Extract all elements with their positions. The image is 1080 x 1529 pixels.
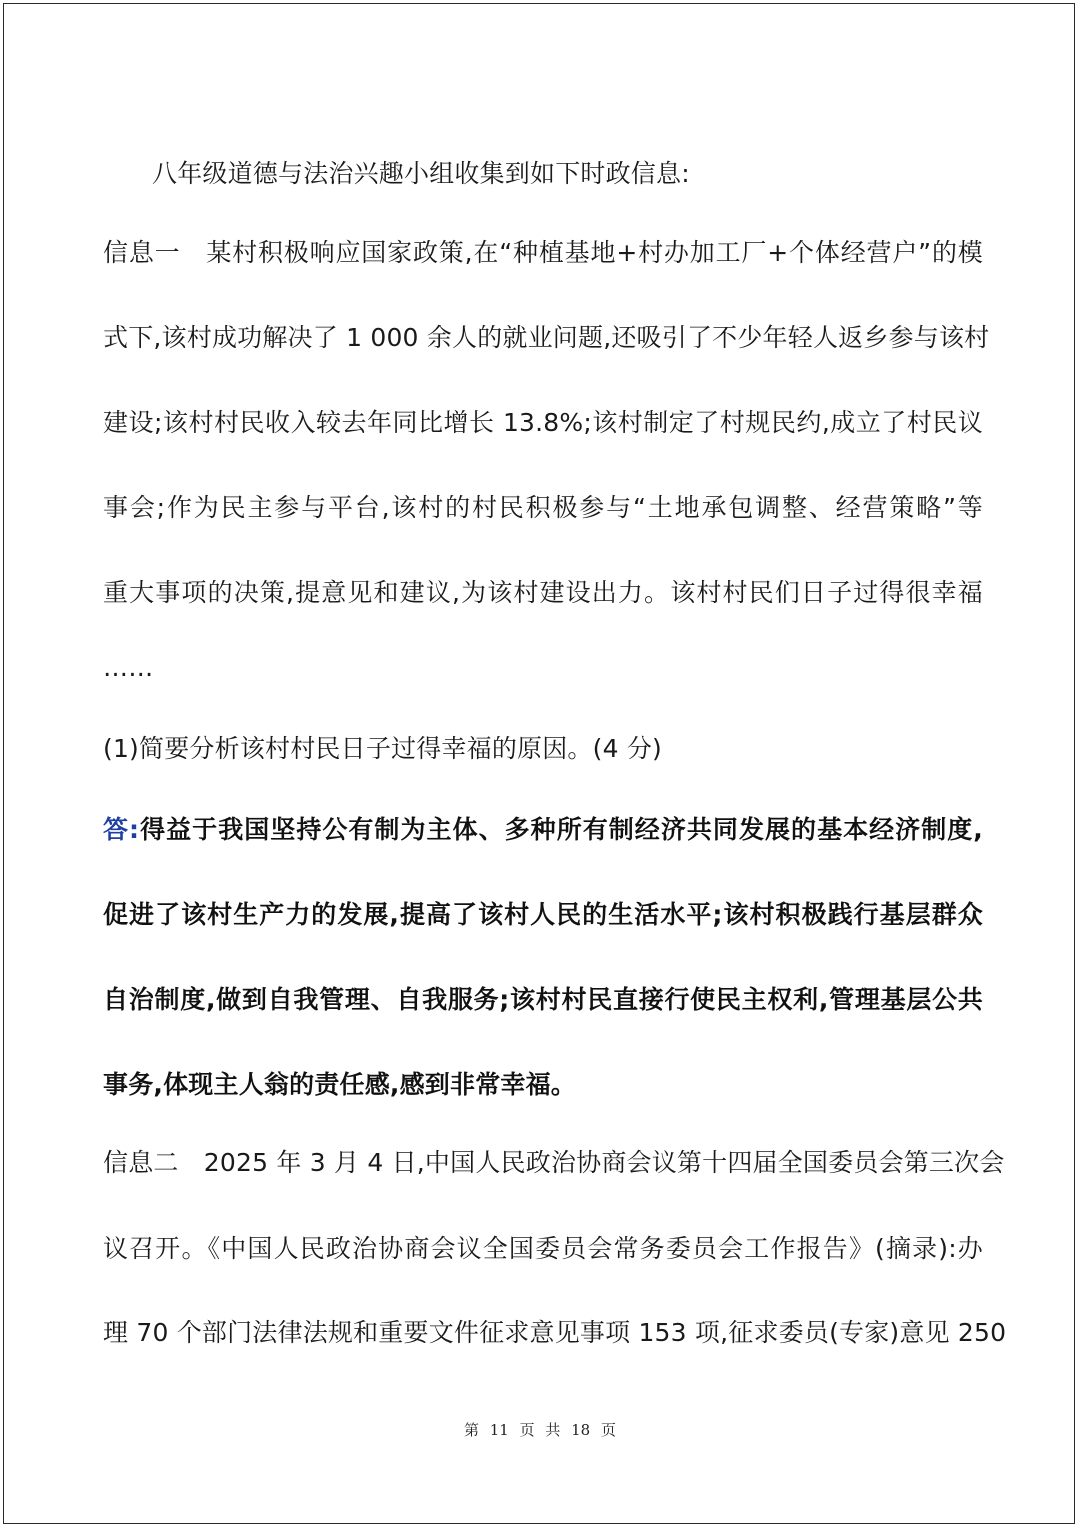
answer-line-1 xyxy=(103,813,983,847)
info1-line-4: 事会;作为民主参与平台,该村的村民积极参与“土地承包调整、经营策略”等 xyxy=(103,493,983,522)
answer-line-1-text: 得益于我国坚持公有制为主体、多种所有制经济共同发展的基本经济制度, xyxy=(139,815,983,844)
info1-line-1: 信息一 某村积极响应国家政策,在“种植基地+村办加工厂+个体经营户”的模 xyxy=(103,238,983,267)
question-1: (1)简要分析该村村民日子过得幸福的原因。(4 分) xyxy=(103,734,662,763)
intro-text: 八年级道德与法治兴趣小组收集到如下时政信息: xyxy=(152,159,690,188)
info2-line-2: 议召开。《中国人民政治协商会议全国委员会常务委员会工作报告》(摘录):办 xyxy=(103,1234,983,1263)
answer-line-3: 自治制度,做到自我管理、自我服务;该村村民直接行使民主权利,管理基层公共 xyxy=(103,985,983,1014)
answer-line-2: 促进了该村生产力的发展,提高了该村人民的生活水平;该村积极践行基层群众 xyxy=(103,900,983,929)
info1-line-5: 重大事项的决策,提意见和建议,为该村建设出力。该村村民们日子过得很幸福 xyxy=(103,578,983,607)
answer-label: 答: xyxy=(103,815,140,844)
info1-line-3: 建设;该村村民收入较去年同比增长 13.8%;该村制定了村规民约,成立了村民议 xyxy=(103,408,983,437)
info2-line-1: 信息二 2025 年 3 月 4 日,中国人民政治协商会议第十四届全国委员会第三次会 xyxy=(103,1148,1005,1177)
page-number-footer: 第 11 页 共 18 页 xyxy=(463,1421,616,1439)
answer-line-4: 事务,体现主人翁的责任感,感到非常幸福。 xyxy=(103,1070,576,1099)
info2-line-3: 理 70 个部门法律法规和重要文件征求意见事项 153 项,征求委员(专家)意见 250 xyxy=(103,1318,1007,1347)
info1-line-2: 式下,该村成功解决了 1 000 余人的就业问题,还吸引了不少年轻人返乡参与该村 xyxy=(103,323,990,352)
info1-ellipsis: …… xyxy=(103,653,154,682)
